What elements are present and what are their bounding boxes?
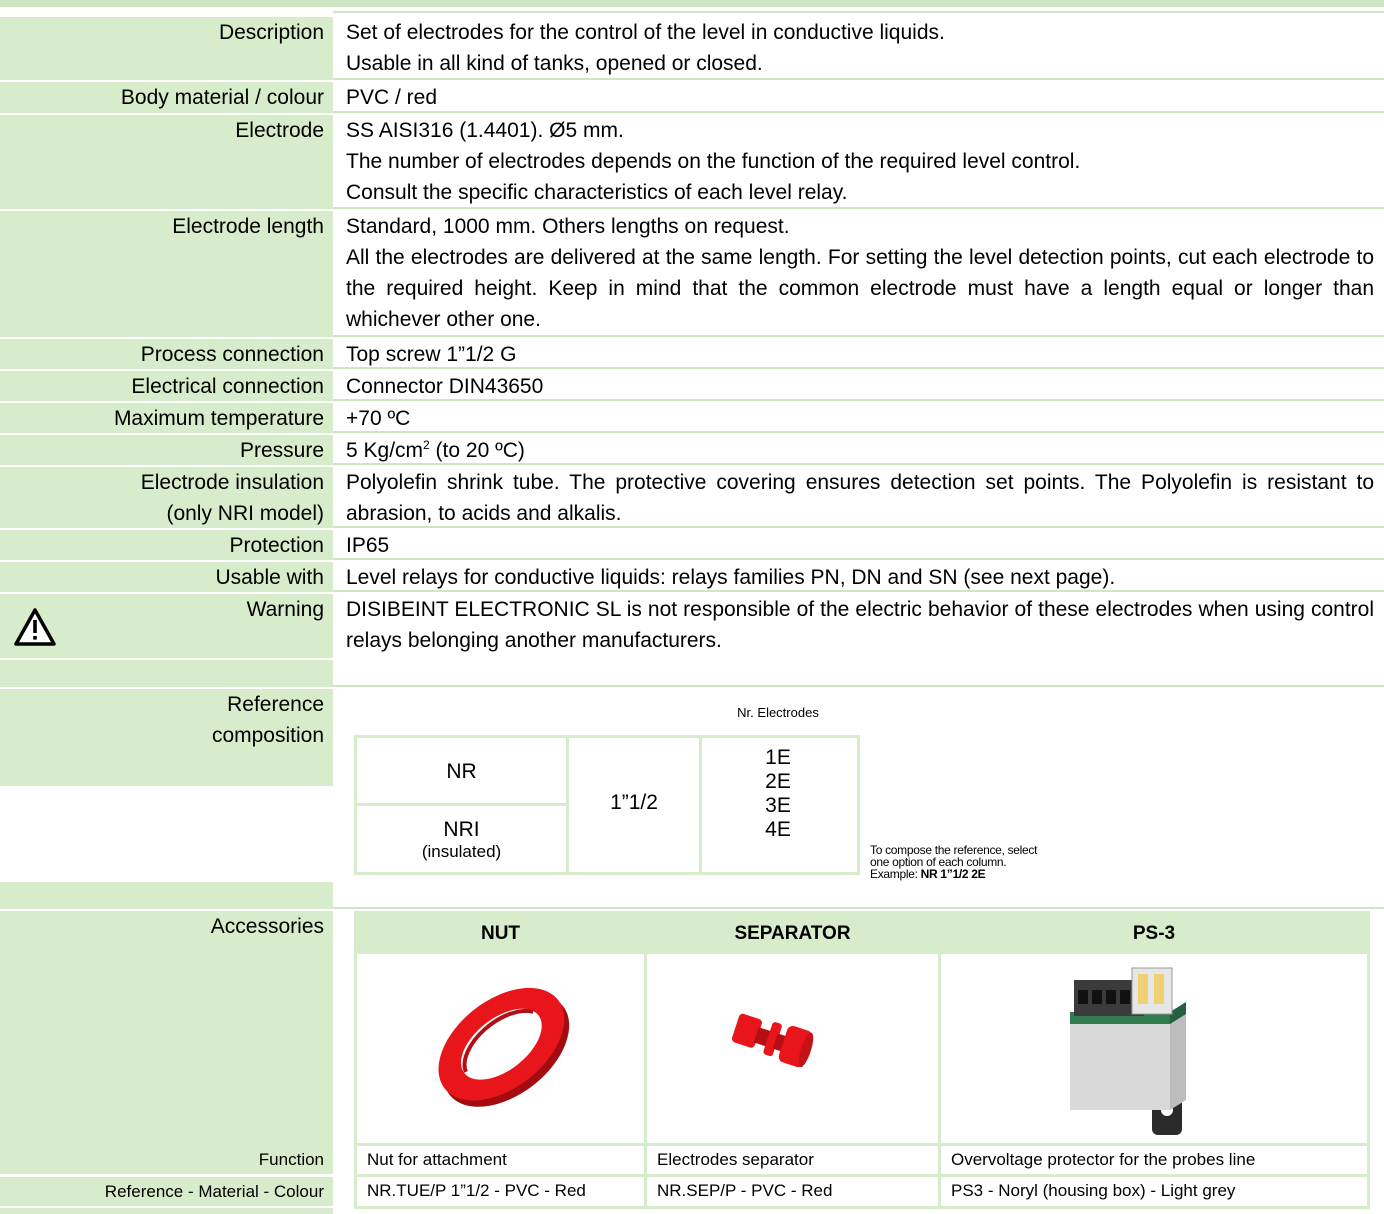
spec-row-electrode bbox=[0, 115, 1384, 209]
spec-label: Electrode length bbox=[0, 211, 333, 337]
pressure-exponent: 2 bbox=[423, 438, 430, 452]
model-nr: NR bbox=[446, 760, 477, 783]
accessory-header-separator: SEPARATOR bbox=[647, 914, 938, 954]
spec-value bbox=[346, 115, 1374, 208]
accessories-label bbox=[0, 911, 333, 1146]
spec-label: Description bbox=[0, 17, 333, 80]
electrode-option: 1E bbox=[765, 746, 791, 769]
spec-value: Top screw 1”1/2 G bbox=[346, 343, 517, 366]
row-divider bbox=[333, 78, 1384, 80]
row-divider bbox=[333, 431, 1384, 433]
spec-label bbox=[0, 689, 333, 786]
function-label: Function bbox=[0, 1146, 333, 1174]
model-nri: NRI bbox=[443, 818, 480, 841]
spec-value: +70 ºC bbox=[346, 407, 411, 430]
spec-label: Protection bbox=[0, 530, 333, 560]
electrode-option: 4E bbox=[765, 818, 791, 841]
spec-value: Connector DIN43650 bbox=[346, 375, 544, 398]
ps3-image bbox=[1052, 960, 1202, 1140]
spec-label: Maximum temperature bbox=[0, 403, 333, 433]
accessory-header-nut: NUT bbox=[357, 914, 644, 954]
pressure-value: 5 Kg/cm bbox=[346, 439, 424, 462]
spec-line: Set of electrodes for the control of the level in conductive liquids. bbox=[346, 21, 945, 44]
spec-line: Usable in all kind of tanks, opened or closed. bbox=[346, 52, 763, 75]
spec-value bbox=[346, 211, 1374, 335]
spacer-band bbox=[0, 660, 1384, 687]
row-divider bbox=[333, 558, 1384, 560]
spec-value: DISIBEINT ELECTRONIC SL is not responsible of the electric behavior of these electrodes when using control relays belonging another manufacturers. bbox=[346, 598, 1374, 652]
spec-row-usable-with bbox=[0, 562, 1384, 592]
function-separator: Electrodes separator bbox=[657, 1150, 814, 1169]
bottom-band bbox=[0, 1208, 333, 1214]
spec-line: SS AISI316 (1.4401). Ø5 mm. bbox=[346, 119, 624, 142]
row-divider bbox=[333, 11, 1384, 13]
spec-value: Polyolefin shrink tube. The protective covering ensures detection set points. The Polyolefin is resistant to abrasion, to acids and alkalis. bbox=[346, 471, 1374, 525]
reference-separator: NR.SEP/P - PVC - Red bbox=[657, 1181, 833, 1200]
function-nut: Nut for attachment bbox=[367, 1150, 507, 1169]
electrode-option: 2E bbox=[765, 770, 791, 793]
spec-row-electrode-length bbox=[0, 211, 1384, 337]
row-divider bbox=[333, 590, 1384, 592]
spec-label: Pressure bbox=[0, 435, 333, 465]
spec-line: The number of electrodes depends on the function of the required level control. bbox=[346, 150, 1081, 173]
model-note: (insulated) bbox=[421, 842, 502, 861]
reference-label: Reference - Material - Colour bbox=[0, 1177, 333, 1206]
connection-size: 1”1/2 bbox=[610, 791, 658, 814]
row-divider bbox=[333, 685, 1384, 687]
row-divider bbox=[333, 111, 1384, 113]
spec-paragraph: All the electrodes are delivered at the same length. For setting the level detection points, cut each electrode to the required height. Keep in mind that the common electrode must have a length equal or longer than whichever other one. bbox=[346, 246, 1374, 331]
label-gap bbox=[0, 786, 333, 882]
spacer-label-cell bbox=[0, 660, 333, 687]
spec-row-electrode-insulation bbox=[0, 467, 1384, 528]
row-divider bbox=[333, 367, 1384, 369]
row-divider bbox=[357, 803, 566, 806]
row-divider bbox=[333, 463, 1384, 465]
spec-row-description bbox=[0, 17, 1384, 80]
spacer-band bbox=[0, 882, 1384, 909]
spec-label: Electrical connection bbox=[0, 371, 333, 401]
spec-row-body-material bbox=[0, 82, 1384, 113]
electrodes-options bbox=[702, 746, 854, 842]
note-example bbox=[870, 868, 1037, 880]
spec-label-line: composition bbox=[211, 724, 324, 747]
spec-label: Process connection bbox=[0, 339, 333, 369]
warning-icon bbox=[12, 606, 58, 648]
example-label: Example: bbox=[870, 867, 921, 881]
accessories-table bbox=[354, 911, 1370, 1209]
spec-label bbox=[0, 467, 333, 528]
row-divider bbox=[333, 335, 1384, 337]
pressure-condition: (to 20 ºC) bbox=[429, 439, 525, 462]
row-divider bbox=[333, 526, 1384, 528]
reference-column-header: Nr. Electrodes bbox=[737, 705, 819, 720]
function-ps3: Overvoltage protector for the probes line bbox=[951, 1150, 1256, 1169]
row-divider bbox=[333, 907, 1384, 909]
separator-image bbox=[727, 1006, 817, 1076]
accessory-header-ps3: PS-3 bbox=[941, 914, 1367, 954]
spec-label: Warning bbox=[0, 594, 333, 658]
spec-value: IP65 bbox=[346, 534, 390, 557]
reference-table bbox=[354, 735, 860, 875]
spec-value: PVC / red bbox=[346, 86, 438, 109]
note-line: one option of each column. bbox=[870, 855, 1007, 869]
spec-label: Body material / colour bbox=[0, 82, 333, 113]
spec-label-line: (only NRI model) bbox=[166, 502, 324, 525]
reference-ps3: PS3 - Noryl (housing box) - Light grey bbox=[951, 1181, 1236, 1200]
spec-label: Electrode bbox=[0, 115, 333, 209]
spec-row-pressure bbox=[0, 435, 1384, 465]
top-band bbox=[0, 0, 1384, 7]
spec-row-max-temperature bbox=[0, 403, 1384, 433]
example-value: NR 1”1/2 2E bbox=[920, 867, 986, 881]
reference-note bbox=[870, 844, 1037, 880]
spec-row-process-connection bbox=[0, 339, 1384, 369]
note-line: To compose the reference, select bbox=[870, 843, 1038, 857]
spacer-label-cell bbox=[0, 882, 333, 909]
reference-nut: NR.TUE/P 1”1/2 - PVC - Red bbox=[367, 1181, 586, 1200]
spec-line: Standard, 1000 mm. Others lengths on request. bbox=[346, 215, 790, 238]
spec-row-protection bbox=[0, 530, 1384, 560]
spec-value: Level relays for conductive liquids: relays families PN, DN and SN (see next page). bbox=[346, 566, 1116, 589]
nut-image bbox=[417, 980, 587, 1110]
spec-label-line: Reference bbox=[227, 693, 324, 716]
spec-label: Usable with bbox=[0, 562, 333, 592]
accessories-label-text: Accessories bbox=[210, 915, 324, 938]
spec-row-warning bbox=[0, 594, 1384, 658]
row-divider bbox=[333, 207, 1384, 209]
row-divider bbox=[333, 399, 1384, 401]
spec-label-line: Electrode insulation bbox=[140, 471, 324, 494]
spec-line: Consult the specific characteristics of each level relay. bbox=[346, 181, 848, 204]
spec-value bbox=[346, 17, 1374, 79]
electrode-option: 3E bbox=[765, 794, 791, 817]
spec-row-electrical-connection bbox=[0, 371, 1384, 401]
spec-value bbox=[346, 435, 1374, 466]
